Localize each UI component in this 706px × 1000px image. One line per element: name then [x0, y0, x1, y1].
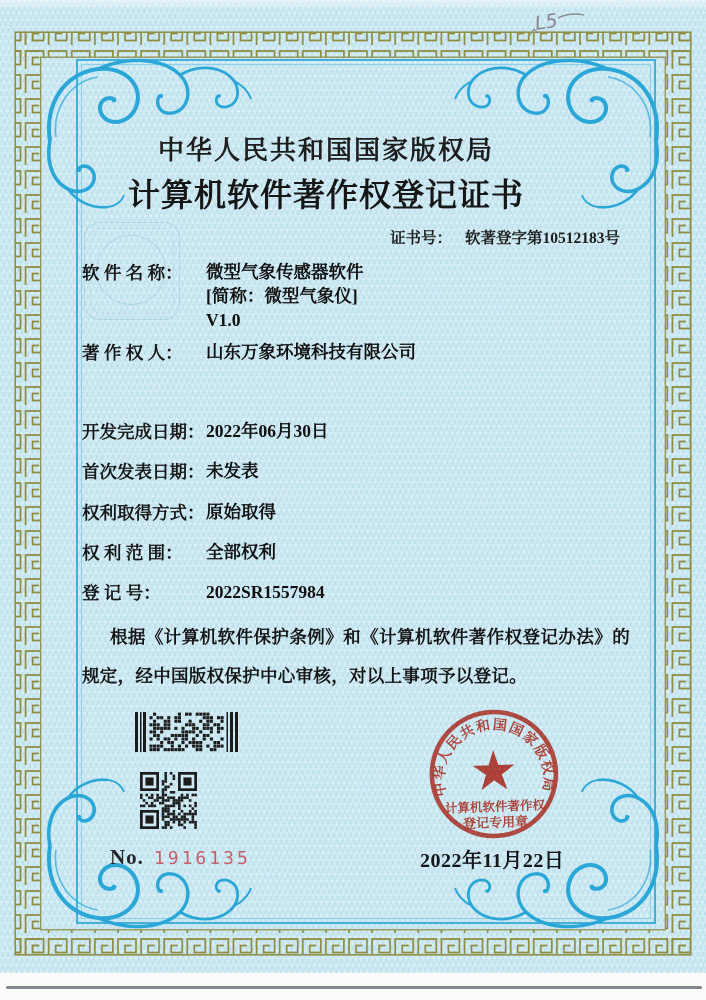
issuing-authority-title: 中华人民共和国国家版权局	[157, 136, 494, 165]
serial-number-line	[110, 845, 251, 870]
scan-edge-shadow	[6, 986, 702, 989]
first-publish-date-value: 未发表	[206, 461, 259, 481]
field-label: 权利取得方式：	[82, 503, 205, 523]
software-name-line1: 微型气象传感器软件	[206, 262, 364, 282]
rights-acquisition-value: 原始取得	[206, 502, 276, 522]
seal-line1: 计算机软件著作权	[444, 798, 546, 816]
serial-number-value: 1916135	[153, 848, 251, 869]
certificate-number-value: 软著登字第10512183号	[464, 230, 620, 247]
field-label: 软 件 名 称：	[82, 263, 183, 283]
seal-ring-text: 中华人民共和国国家版权局	[432, 717, 556, 798]
field-label: 著 作 权 人：	[82, 343, 183, 363]
copyright-owner-value: 山东万象环境科技有限公司	[206, 342, 416, 362]
red-star-icon	[472, 749, 515, 790]
field-dev-complete-date	[82, 419, 329, 444]
field-label: 开发完成日期：	[82, 422, 205, 442]
barcode-2d-icon	[135, 712, 239, 757]
registration-statement: 根据《计算机软件保护条例》和《计算机软件著作权登记办法》的规定，经中国版权保护中心审核，对以上事项予以登记。	[82, 627, 630, 686]
certificate-title: 计算机软件著作权登记证书	[127, 177, 524, 213]
field-registration-number	[82, 580, 325, 605]
pencil-annotation	[528, 4, 592, 42]
field-label: 登 记 号：	[82, 583, 161, 603]
field-rights-acquisition	[82, 500, 276, 525]
field-value	[206, 260, 364, 332]
dev-complete-date-value: 2022年06月30日	[206, 421, 329, 441]
certificate-number-label: 证书号：	[389, 230, 452, 247]
certificate-number-line	[0, 226, 620, 248]
pencil-annotation-text: L5	[533, 9, 560, 35]
software-name-line3: V1.0	[206, 310, 241, 330]
registration-number-value: 2022SR1557984	[206, 582, 325, 602]
field-label: 首次发表日期：	[82, 462, 205, 482]
field-software-name	[82, 260, 364, 332]
software-name-line2: [简称：微型气象仪]	[206, 286, 358, 306]
rights-scope-value: 全部权利	[206, 542, 276, 562]
qr-code-icon	[140, 772, 197, 834]
field-rights-scope	[82, 540, 276, 565]
seal-line2: 登记专用章	[462, 813, 529, 832]
field-first-publish-date	[82, 459, 259, 484]
serial-number-label: No.	[110, 845, 144, 869]
field-copyright-owner	[82, 340, 416, 365]
field-label: 权 利 范 围：	[82, 543, 183, 563]
issue-date: 2022年11月22日	[420, 850, 565, 872]
official-red-star-seal-icon	[422, 704, 567, 852]
